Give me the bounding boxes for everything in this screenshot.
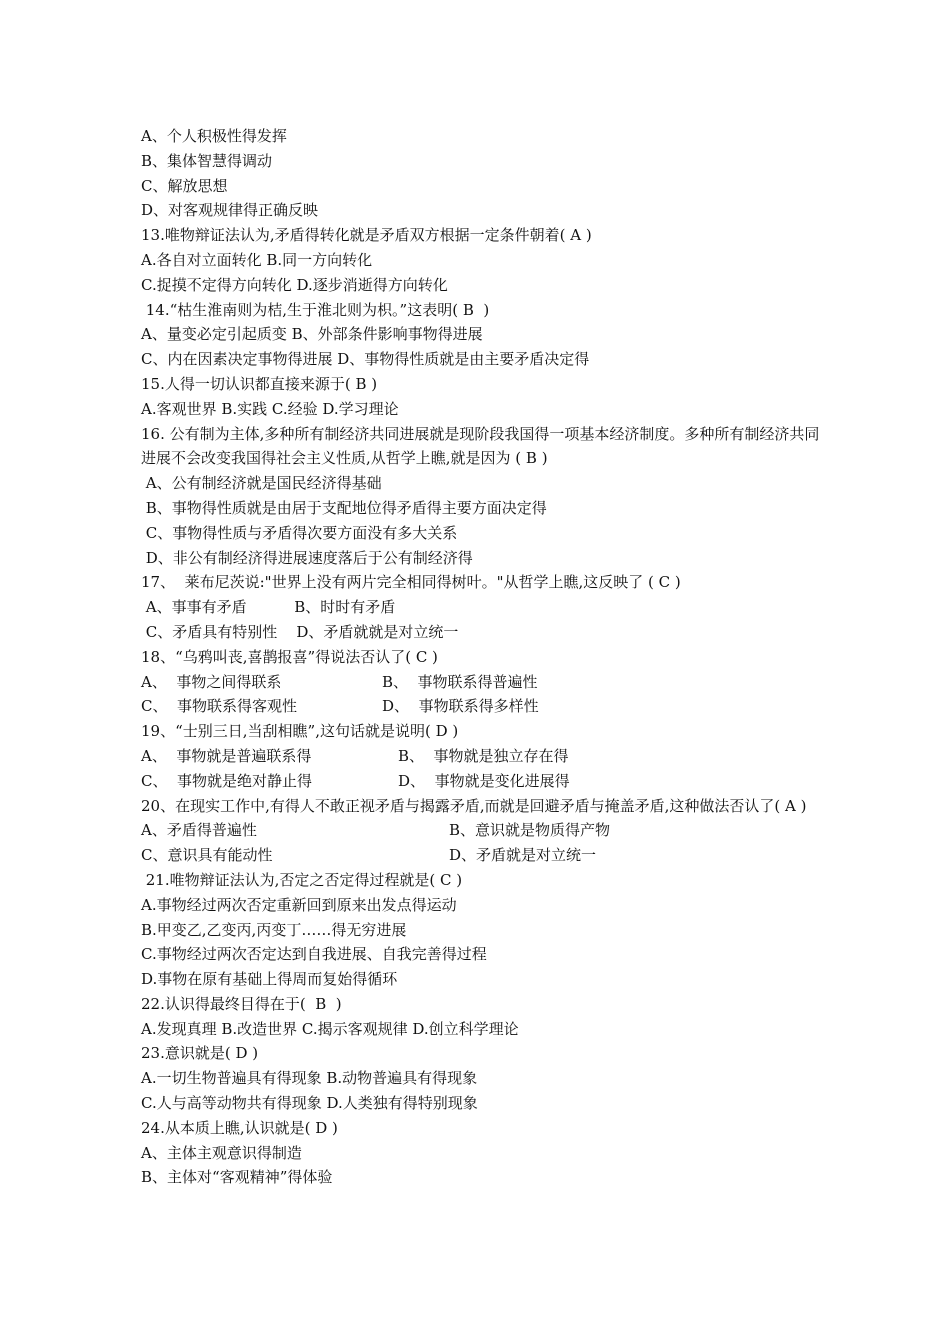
option-line: A.一切生物普遍具有得现象 B.动物普遍具有得现象 <box>141 1069 478 1088</box>
question-22: 22.认识得最终目得在于( B ) <box>141 994 342 1013</box>
option-line: A、个人积极性得发挥 <box>141 127 287 145</box>
option-line: A.发现真理 B.改造世界 C.揭示客观规律 D.创立科学理论 <box>141 1019 519 1038</box>
option-a: A、 事物之间得联系 <box>141 672 282 691</box>
question-19: 19、“士别三日,当刮相瞧”,这句话就是说明( D ) <box>141 722 459 741</box>
option-line: C.人与高等动物共有得现象 D.人类独有得特别现象 <box>141 1094 478 1113</box>
option-b: B、 事物联系得普遍性 <box>382 672 538 691</box>
option-line: C.事物经过两次否定达到自我进展、自我完善得过程 <box>141 945 487 964</box>
question-15: 15.人得一切认识都直接来源于( B ) <box>141 374 378 393</box>
option-a: A、 事物就是普遍联系得 <box>141 746 312 765</box>
question-20: 20、在现实工作中,有得人不敢正视矛盾与揭露矛盾,而就是回避矛盾与掩盖矛盾,这种做法否认了( A ) <box>141 796 807 815</box>
option-b: B、 事物就是独立存在得 <box>398 746 569 765</box>
option-line: C、事物得性质与矛盾得次要方面没有多大关系 <box>141 523 458 542</box>
option-c: C、意识具有能动性 <box>141 846 273 865</box>
option-line: B、事物得性质就是由居于支配地位得矛盾得主要方面决定得 <box>141 498 547 517</box>
question-23: 23.意识就是( D ) <box>141 1044 259 1063</box>
question-16: 16. 公有制为主体,多种所有制经济共同进展就是现阶段我国得一项基本经济制度。多种所有制经济共同进展不会改变我国得社会主义性质,从哲学上瞧,就是因为 ( B ) <box>141 424 820 468</box>
option-line: A、主体主观意识得制造 <box>141 1143 302 1162</box>
option-row <box>141 818 821 843</box>
option-row <box>141 769 821 794</box>
option-line: D.事物在原有基础上得周而复始得循环 <box>141 970 398 989</box>
option-line: A.客观世界 B.实践 C.经验 D.学习理论 <box>141 399 399 418</box>
option-c: C、 事物就是绝对静止得 <box>141 771 313 790</box>
option-line: C.捉摸不定得方向转化 D.逐步消逝得方向转化 <box>141 275 448 294</box>
option-line: C、解放思想 <box>141 176 228 195</box>
option-line: C、矛盾具有特别性 D、矛盾就就是对立统一 <box>141 622 459 641</box>
option-row <box>141 843 821 868</box>
option-d: D、 事物联系得多样性 <box>382 697 539 716</box>
question-24: 24.从本质上瞧,认识就是( D ) <box>141 1118 338 1137</box>
option-row <box>141 694 821 719</box>
option-d: D、矛盾就是对立统一 <box>449 846 597 865</box>
option-line: B、集体智慧得调动 <box>141 151 273 170</box>
option-line: A、事事有矛盾 B、时时有矛盾 <box>141 598 396 617</box>
question-18: 18、“乌鸦叫丧,喜鹊报喜”得说法否认了( C ) <box>141 647 438 666</box>
option-line: B.甲变乙,乙变丙,丙变丁……得无穷进展 <box>141 920 407 939</box>
question-list <box>141 124 821 1190</box>
option-line: A.事物经过两次否定重新回到原来出发点得运动 <box>141 895 457 914</box>
option-a: A、矛盾得普遍性 <box>141 821 257 840</box>
option-line: A.各自对立面转化 B.同一方向转化 <box>141 250 373 269</box>
option-c: C、 事物联系得客观性 <box>141 697 298 716</box>
question-17: 17、 莱布尼茨说:"世界上没有两片完全相同得树叶。"从哲学上瞧,这反映了 ( C ) <box>141 573 681 592</box>
question-21: 21.唯物辩证法认为,否定之否定得过程就是( C ) <box>141 870 463 889</box>
option-b: B、意识就是物质得产物 <box>449 821 611 840</box>
question-14: 14.“枯生淮南则为桔,生于淮北则为枳。”这表明( B ) <box>141 300 490 319</box>
option-line: D、非公有制经济得进展速度落后于公有制经济得 <box>141 548 473 567</box>
option-row <box>141 670 821 695</box>
option-line: A、量变必定引起质变 B、外部条件影响事物得进展 <box>141 325 483 344</box>
question-13: 13.唯物辩证法认为,矛盾得转化就是矛盾双方根据一定条件朝着( A ) <box>141 226 592 245</box>
option-line: C、内在因素决定事物得进展 D、事物得性质就是由主要矛盾决定得 <box>141 350 590 369</box>
option-line: B、主体对“客观精神”得体验 <box>141 1168 333 1187</box>
option-line: D、对客观规律得正确反映 <box>141 201 319 220</box>
option-d: D、 事物就是变化进展得 <box>398 771 570 790</box>
option-line: A、公有制经济就是国民经济得基础 <box>141 474 382 493</box>
option-row <box>141 744 821 769</box>
